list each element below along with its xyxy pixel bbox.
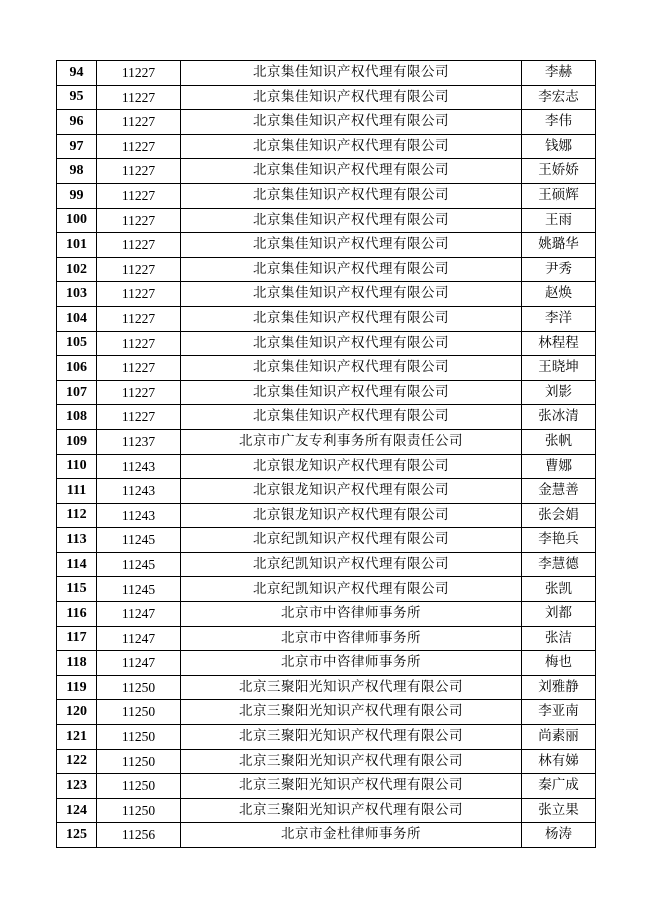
table-row bbox=[57, 552, 596, 577]
row-number-cell: 123 bbox=[57, 774, 97, 799]
agency-code-cell: 11250 bbox=[97, 749, 181, 774]
agent-name-cell: 梅也 bbox=[522, 651, 596, 676]
table-row bbox=[57, 356, 596, 381]
agency-code-cell: 11250 bbox=[97, 774, 181, 799]
agency-name-cell: 北京集佳知识产权代理有限公司 bbox=[181, 380, 522, 405]
agency-code-cell: 11227 bbox=[97, 282, 181, 307]
table-row bbox=[57, 429, 596, 454]
agency-name-cell: 北京集佳知识产权代理有限公司 bbox=[181, 159, 522, 184]
table-row bbox=[57, 675, 596, 700]
agent-name-cell: 李亚南 bbox=[522, 700, 596, 725]
agency-code-cell: 11247 bbox=[97, 651, 181, 676]
row-number-cell: 115 bbox=[57, 577, 97, 602]
agency-name-cell: 北京集佳知识产权代理有限公司 bbox=[181, 208, 522, 233]
agency-name-cell: 北京市广友专利事务所有限责任公司 bbox=[181, 429, 522, 454]
agent-name-cell: 金慧善 bbox=[522, 479, 596, 504]
agency-code-cell: 11227 bbox=[97, 110, 181, 135]
agency-code-cell: 11227 bbox=[97, 85, 181, 110]
table-row bbox=[57, 503, 596, 528]
agency-name-cell: 北京三聚阳光知识产权代理有限公司 bbox=[181, 798, 522, 823]
agency-code-cell: 11245 bbox=[97, 552, 181, 577]
agent-name-cell: 张凯 bbox=[522, 577, 596, 602]
agency-code-cell: 11247 bbox=[97, 602, 181, 627]
agency-code-cell: 11227 bbox=[97, 356, 181, 381]
table-row bbox=[57, 454, 596, 479]
agency-name-cell: 北京纪凯知识产权代理有限公司 bbox=[181, 528, 522, 553]
agency-code-cell: 11227 bbox=[97, 208, 181, 233]
agent-name-cell: 李宏志 bbox=[522, 85, 596, 110]
agency-code-cell: 11243 bbox=[97, 503, 181, 528]
table-row bbox=[57, 159, 596, 184]
row-number-cell: 106 bbox=[57, 356, 97, 381]
table-row bbox=[57, 602, 596, 627]
agency-name-cell: 北京三聚阳光知识产权代理有限公司 bbox=[181, 749, 522, 774]
row-number-cell: 102 bbox=[57, 257, 97, 282]
row-number-cell: 114 bbox=[57, 552, 97, 577]
agent-name-cell: 李伟 bbox=[522, 110, 596, 135]
table-row bbox=[57, 134, 596, 159]
table-row bbox=[57, 528, 596, 553]
agency-code-cell: 11245 bbox=[97, 577, 181, 602]
agency-name-cell: 北京三聚阳光知识产权代理有限公司 bbox=[181, 725, 522, 750]
agency-name-cell: 北京三聚阳光知识产权代理有限公司 bbox=[181, 675, 522, 700]
agency-code-cell: 11227 bbox=[97, 183, 181, 208]
table-row bbox=[57, 700, 596, 725]
agency-name-cell: 北京纪凯知识产权代理有限公司 bbox=[181, 552, 522, 577]
table-row bbox=[57, 257, 596, 282]
row-number-cell: 100 bbox=[57, 208, 97, 233]
agent-name-cell: 王娇娇 bbox=[522, 159, 596, 184]
agency-code-cell: 11227 bbox=[97, 380, 181, 405]
agency-code-cell: 11227 bbox=[97, 159, 181, 184]
agent-list-table bbox=[56, 60, 596, 848]
row-number-cell: 117 bbox=[57, 626, 97, 651]
agency-code-cell: 11227 bbox=[97, 233, 181, 258]
row-number-cell: 104 bbox=[57, 306, 97, 331]
agency-code-cell: 11247 bbox=[97, 626, 181, 651]
agency-name-cell: 北京集佳知识产权代理有限公司 bbox=[181, 61, 522, 86]
agent-name-cell: 姚璐华 bbox=[522, 233, 596, 258]
table-row bbox=[57, 208, 596, 233]
agent-name-cell: 刘都 bbox=[522, 602, 596, 627]
agent-name-cell: 张冰清 bbox=[522, 405, 596, 430]
agency-name-cell: 北京市中咨律师事务所 bbox=[181, 602, 522, 627]
agency-name-cell: 北京纪凯知识产权代理有限公司 bbox=[181, 577, 522, 602]
table-row bbox=[57, 405, 596, 430]
row-number-cell: 113 bbox=[57, 528, 97, 553]
row-number-cell: 95 bbox=[57, 85, 97, 110]
table-row bbox=[57, 798, 596, 823]
agency-name-cell: 北京集佳知识产权代理有限公司 bbox=[181, 306, 522, 331]
row-number-cell: 99 bbox=[57, 183, 97, 208]
agency-name-cell: 北京集佳知识产权代理有限公司 bbox=[181, 356, 522, 381]
agency-name-cell: 北京市金杜律师事务所 bbox=[181, 823, 522, 848]
agent-name-cell: 李艳兵 bbox=[522, 528, 596, 553]
agent-name-cell: 尚素丽 bbox=[522, 725, 596, 750]
table-row bbox=[57, 380, 596, 405]
agent-name-cell: 王晓坤 bbox=[522, 356, 596, 381]
table-row bbox=[57, 183, 596, 208]
agency-code-cell: 11245 bbox=[97, 528, 181, 553]
agency-code-cell: 11250 bbox=[97, 798, 181, 823]
table-row bbox=[57, 479, 596, 504]
table-row bbox=[57, 651, 596, 676]
agency-code-cell: 11227 bbox=[97, 134, 181, 159]
row-number-cell: 119 bbox=[57, 675, 97, 700]
row-number-cell: 120 bbox=[57, 700, 97, 725]
agency-name-cell: 北京市中咨律师事务所 bbox=[181, 626, 522, 651]
agency-name-cell: 北京集佳知识产权代理有限公司 bbox=[181, 282, 522, 307]
row-number-cell: 94 bbox=[57, 61, 97, 86]
agency-code-cell: 11256 bbox=[97, 823, 181, 848]
agency-name-cell: 北京集佳知识产权代理有限公司 bbox=[181, 183, 522, 208]
table-row bbox=[57, 306, 596, 331]
agent-name-cell: 曹娜 bbox=[522, 454, 596, 479]
agency-name-cell: 北京三聚阳光知识产权代理有限公司 bbox=[181, 700, 522, 725]
agency-code-cell: 11243 bbox=[97, 454, 181, 479]
table-row bbox=[57, 749, 596, 774]
table-row bbox=[57, 725, 596, 750]
table-row bbox=[57, 110, 596, 135]
agent-name-cell: 张帆 bbox=[522, 429, 596, 454]
agency-name-cell: 北京集佳知识产权代理有限公司 bbox=[181, 134, 522, 159]
agent-name-cell: 钱娜 bbox=[522, 134, 596, 159]
row-number-cell: 124 bbox=[57, 798, 97, 823]
agent-name-cell: 林程程 bbox=[522, 331, 596, 356]
row-number-cell: 108 bbox=[57, 405, 97, 430]
agent-name-cell: 杨涛 bbox=[522, 823, 596, 848]
agent-name-cell: 李洋 bbox=[522, 306, 596, 331]
row-number-cell: 125 bbox=[57, 823, 97, 848]
agency-name-cell: 北京市中咨律师事务所 bbox=[181, 651, 522, 676]
agency-name-cell: 北京集佳知识产权代理有限公司 bbox=[181, 110, 522, 135]
table-row bbox=[57, 577, 596, 602]
agency-code-cell: 11250 bbox=[97, 725, 181, 750]
agency-code-cell: 11227 bbox=[97, 257, 181, 282]
agency-code-cell: 11227 bbox=[97, 405, 181, 430]
agency-name-cell: 北京集佳知识产权代理有限公司 bbox=[181, 405, 522, 430]
table-row bbox=[57, 233, 596, 258]
agency-code-cell: 11237 bbox=[97, 429, 181, 454]
agent-name-cell: 秦广成 bbox=[522, 774, 596, 799]
agency-code-cell: 11250 bbox=[97, 700, 181, 725]
row-number-cell: 96 bbox=[57, 110, 97, 135]
agent-name-cell: 尹秀 bbox=[522, 257, 596, 282]
table-body bbox=[57, 61, 596, 848]
table-row bbox=[57, 331, 596, 356]
table-row bbox=[57, 61, 596, 86]
table-row bbox=[57, 823, 596, 848]
table-row bbox=[57, 282, 596, 307]
agency-name-cell: 北京银龙知识产权代理有限公司 bbox=[181, 479, 522, 504]
agent-name-cell: 李赫 bbox=[522, 61, 596, 86]
table-row bbox=[57, 774, 596, 799]
agency-name-cell: 北京银龙知识产权代理有限公司 bbox=[181, 503, 522, 528]
row-number-cell: 121 bbox=[57, 725, 97, 750]
row-number-cell: 118 bbox=[57, 651, 97, 676]
row-number-cell: 97 bbox=[57, 134, 97, 159]
agent-name-cell: 张立果 bbox=[522, 798, 596, 823]
row-number-cell: 122 bbox=[57, 749, 97, 774]
agency-code-cell: 11227 bbox=[97, 61, 181, 86]
agent-name-cell: 张会娟 bbox=[522, 503, 596, 528]
agent-name-cell: 刘雅静 bbox=[522, 675, 596, 700]
agent-name-cell: 王雨 bbox=[522, 208, 596, 233]
row-number-cell: 107 bbox=[57, 380, 97, 405]
agent-name-cell: 刘影 bbox=[522, 380, 596, 405]
row-number-cell: 116 bbox=[57, 602, 97, 627]
agent-name-cell: 王硕辉 bbox=[522, 183, 596, 208]
agency-name-cell: 北京集佳知识产权代理有限公司 bbox=[181, 331, 522, 356]
row-number-cell: 98 bbox=[57, 159, 97, 184]
agency-name-cell: 北京三聚阳光知识产权代理有限公司 bbox=[181, 774, 522, 799]
agent-name-cell: 李慧德 bbox=[522, 552, 596, 577]
table-row bbox=[57, 85, 596, 110]
agent-name-cell: 林有娣 bbox=[522, 749, 596, 774]
row-number-cell: 105 bbox=[57, 331, 97, 356]
row-number-cell: 110 bbox=[57, 454, 97, 479]
agency-name-cell: 北京集佳知识产权代理有限公司 bbox=[181, 233, 522, 258]
row-number-cell: 109 bbox=[57, 429, 97, 454]
row-number-cell: 111 bbox=[57, 479, 97, 504]
row-number-cell: 112 bbox=[57, 503, 97, 528]
agent-name-cell: 张洁 bbox=[522, 626, 596, 651]
agent-name-cell: 赵焕 bbox=[522, 282, 596, 307]
row-number-cell: 103 bbox=[57, 282, 97, 307]
row-number-cell: 101 bbox=[57, 233, 97, 258]
agency-code-cell: 11243 bbox=[97, 479, 181, 504]
table-row bbox=[57, 626, 596, 651]
agency-code-cell: 11227 bbox=[97, 306, 181, 331]
agency-name-cell: 北京集佳知识产权代理有限公司 bbox=[181, 85, 522, 110]
agency-name-cell: 北京银龙知识产权代理有限公司 bbox=[181, 454, 522, 479]
agency-name-cell: 北京集佳知识产权代理有限公司 bbox=[181, 257, 522, 282]
agency-code-cell: 11250 bbox=[97, 675, 181, 700]
agency-code-cell: 11227 bbox=[97, 331, 181, 356]
